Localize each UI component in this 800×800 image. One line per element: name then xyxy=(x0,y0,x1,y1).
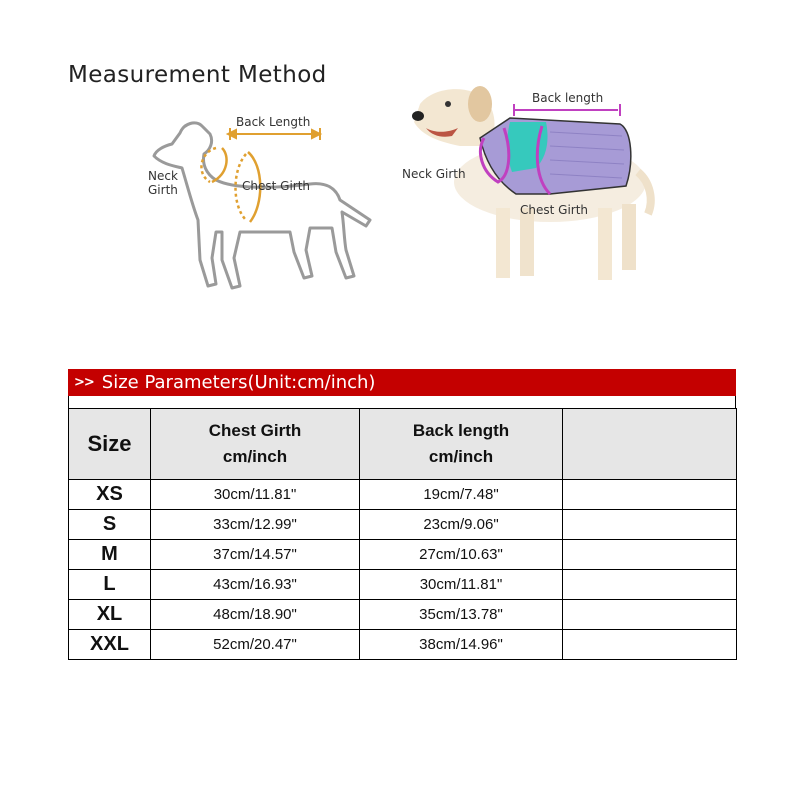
neck-girth-label: Neck Girth xyxy=(402,167,466,181)
neck-girth-label-line1: Neck xyxy=(148,169,178,183)
cell-extra xyxy=(563,480,737,510)
table-row xyxy=(69,600,737,630)
cell-size: XXL xyxy=(69,630,151,660)
cell-chest: 37cm/14.57" xyxy=(151,540,360,570)
dog-vest-icon xyxy=(480,118,631,194)
table-row xyxy=(69,510,737,540)
cell-back: 23cm/9.06" xyxy=(360,510,563,540)
chest-girth-label: Chest Girth xyxy=(242,179,311,193)
header-back-line1: Back length xyxy=(412,421,510,440)
cell-chest: 33cm/12.99" xyxy=(151,510,360,540)
dog-outline-icon xyxy=(154,123,370,288)
cell-back: 35cm/13.78" xyxy=(360,600,563,630)
cell-extra xyxy=(563,540,737,570)
cell-back: 19cm/7.48" xyxy=(360,480,563,510)
banner-title: Size Parameters(Unit:cm/inch) xyxy=(101,372,376,393)
header-chest-girth xyxy=(151,409,360,480)
page-title: Measurement Method xyxy=(68,62,327,88)
header-back-line2: cm/inch xyxy=(428,447,494,466)
header-back-length xyxy=(360,409,563,480)
table-row xyxy=(69,570,737,600)
table-row xyxy=(69,630,737,660)
table-row xyxy=(69,540,737,570)
cell-chest: 52cm/20.47" xyxy=(151,630,360,660)
back-length-label: Back Length xyxy=(236,115,311,129)
neck-girth-label-line2: Girth xyxy=(148,183,178,197)
cell-back: 30cm/11.81" xyxy=(360,570,563,600)
cell-size: XL xyxy=(69,600,151,630)
back-length-label: Back length xyxy=(532,91,604,105)
cell-extra xyxy=(563,630,737,660)
back-length-arrow xyxy=(228,128,320,140)
cell-extra xyxy=(563,570,737,600)
back-length-arrow xyxy=(514,104,620,116)
chest-girth-label: Chest Girth xyxy=(520,203,589,217)
cell-size: XS xyxy=(69,480,151,510)
cell-chest: 48cm/18.90" xyxy=(151,600,360,630)
cell-extra xyxy=(563,600,737,630)
size-parameters-banner xyxy=(68,369,736,396)
cell-size: L xyxy=(69,570,151,600)
header-chest-line1: Chest Girth xyxy=(208,421,302,440)
cell-chest: 43cm/16.93" xyxy=(151,570,360,600)
table-header-row xyxy=(69,409,737,480)
chevron-right-icon: >> xyxy=(74,375,94,390)
cell-back: 27cm/10.63" xyxy=(360,540,563,570)
cell-size: S xyxy=(69,510,151,540)
cell-back: 38cm/14.96" xyxy=(360,630,563,660)
dog-photo-diagram xyxy=(400,82,660,287)
table-row xyxy=(69,480,737,510)
cell-chest: 30cm/11.81" xyxy=(151,480,360,510)
size-table xyxy=(68,408,737,660)
table-spacer xyxy=(68,396,736,408)
cell-size: M xyxy=(69,540,151,570)
header-chest-line2: cm/inch xyxy=(222,447,288,466)
cell-extra xyxy=(563,510,737,540)
header-size: Size xyxy=(69,409,151,480)
header-extra xyxy=(563,409,737,480)
dog-outline-diagram xyxy=(140,108,380,298)
